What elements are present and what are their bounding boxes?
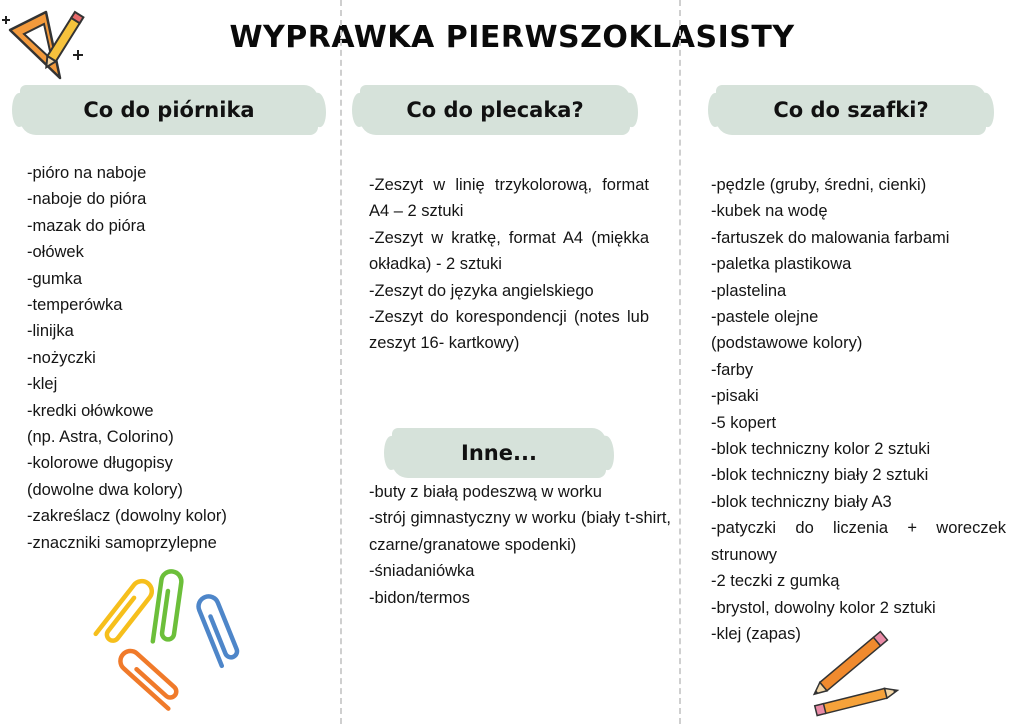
list-item: -pastele olejne <box>711 308 819 327</box>
list-item: -kolorowe długopisy <box>27 454 173 473</box>
list-item: -ołówek <box>27 243 84 262</box>
list-item: -strój gimnastyczny w worku (biały t-shirt, czarne/granatowe spodenki) <box>369 509 671 554</box>
column-divider-left <box>340 0 342 724</box>
list-item: -2 teczki z gumką <box>711 572 840 591</box>
list-item: -blok techniczny biały A3 <box>711 492 892 511</box>
heading-inne <box>392 428 606 478</box>
heading-piornik <box>20 85 318 135</box>
list-inne <box>369 479 671 611</box>
paperclip-icon <box>96 570 241 709</box>
column-divider-right <box>679 0 681 724</box>
list-item: -Zeszyt w kratkę, format A4 (miękka okładka) - 2 sztuki <box>369 228 649 274</box>
heading-szafka-text: Co do szafki? <box>773 98 929 122</box>
list-item: -blok techniczny kolor 2 sztuki <box>711 440 931 459</box>
list-item: -pióro na naboje <box>27 164 147 182</box>
pencils-decoration <box>805 622 905 718</box>
list-item: (podstawowe kolory) <box>711 334 863 353</box>
list-item: -kredki ołówkowe <box>27 401 154 420</box>
list-item: (np. Astra, Colorino) <box>27 428 174 447</box>
list-item: -naboje do pióra <box>27 190 147 209</box>
list-item: -linijka <box>27 322 74 341</box>
list-item: -Zeszyt w linię trzykolorową, format A4 – 2 sztuki <box>369 176 649 221</box>
heading-plecak <box>360 85 630 135</box>
list-item: -5 kopert <box>711 413 777 432</box>
ruler-triangle-icon <box>2 6 88 84</box>
list-item: -paletka plastikowa <box>711 255 852 274</box>
heading-piornik-text: Co do piórnika <box>83 98 255 122</box>
list-item: -nożyczki <box>27 348 96 367</box>
list-item: -Zeszyt do korespondencji (notes lub zeszyt 16- kartkowy) <box>369 308 649 353</box>
page-title: WYPRAWKA PIERWSZOKLASISTY <box>229 20 795 55</box>
list-item: -mazak do pióra <box>27 216 146 235</box>
list-item: -temperówka <box>27 296 123 315</box>
paperclips-decoration <box>92 565 252 717</box>
list-item: -bidon/termos <box>369 588 470 607</box>
list-item: -klej <box>27 375 58 394</box>
pencil-icon <box>811 632 888 699</box>
list-item: -patyczki do liczenia + woreczek strunowy <box>711 519 1006 564</box>
list-plecak <box>369 172 649 357</box>
list-item: -farby <box>711 360 754 379</box>
heading-inne-text: Inne... <box>461 441 537 465</box>
list-item: -blok techniczny biały 2 sztuki <box>711 466 929 485</box>
list-piornik <box>27 160 327 556</box>
list-item: -plastelina <box>711 281 787 300</box>
heading-plecak-text: Co do plecaka? <box>406 98 584 122</box>
list-item: -śniadaniówka <box>369 562 475 581</box>
list-szafka <box>711 172 1006 647</box>
heading-szafka <box>716 85 986 135</box>
list-item: (dowolne dwa kolory) <box>27 480 183 499</box>
list-item: -pisaki <box>711 387 759 406</box>
list-item: -klej (zapas) <box>711 624 801 643</box>
list-item: -pędzle (gruby, średni, cienki) <box>711 176 927 194</box>
list-item: -znaczniki samoprzylepne <box>27 533 217 552</box>
list-item: -gumka <box>27 269 83 288</box>
list-item: -buty z białą podeszwą w worku <box>369 483 602 501</box>
list-item: -kubek na wodę <box>711 202 828 221</box>
list-item: -brystol, dowolny kolor 2 sztuki <box>711 598 936 617</box>
list-item: -zakreślacz (dowolny kolor) <box>27 507 227 526</box>
list-item: -fartuszek do malowania farbami <box>711 228 950 247</box>
list-item: -Zeszyt do języka angielskiego <box>369 281 594 300</box>
